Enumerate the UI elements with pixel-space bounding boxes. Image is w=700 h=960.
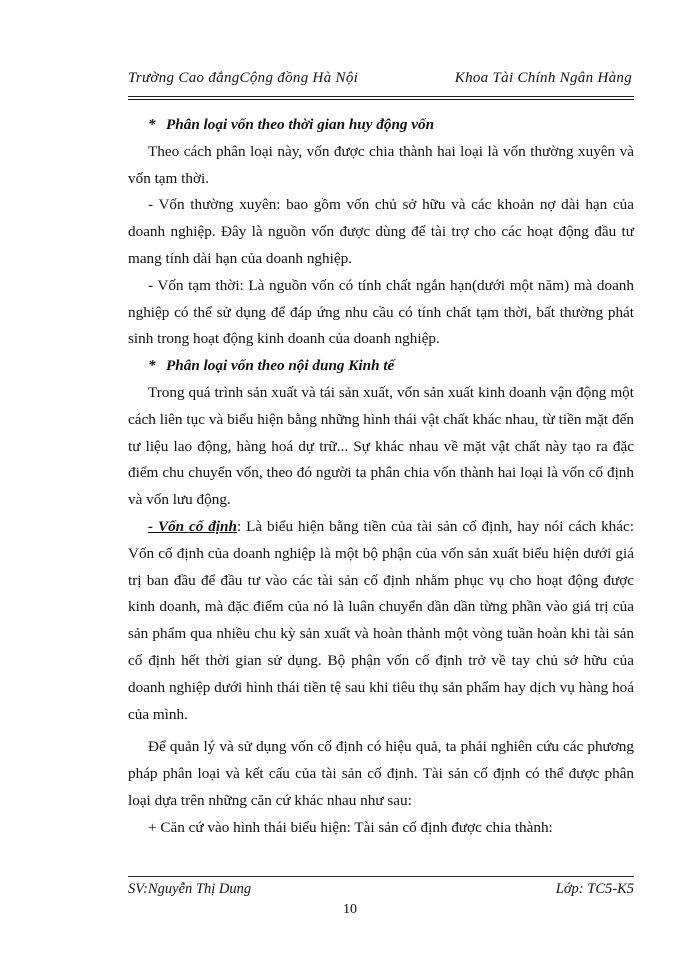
- page-number: 10: [343, 902, 357, 917]
- page-header: [128, 70, 632, 92]
- heading-text: Phân loại vốn theo nội dung Kinh tế: [166, 357, 395, 375]
- paragraph: - Vốn thường xuyên: bao gồm vốn chủ sở hữu và các khoản nợ dài hạn của doanh nghiệp. Đây là nguồn vốn được dùng để tài trợ cho các hoạt động đầu tư mang tính dài hạn của doanh nghiệp.: [128, 196, 634, 267]
- bullet-star: *: [148, 116, 156, 133]
- paragraph: Để quản lý và sử dụng vốn cố định có hiệu quả, ta phải nghiên cứu các phương pháp phân loại và kết cấu của tài sản cố định. Tài sản cố định có thể được phân loại dựa trên những căn cứ khác nhau như sau:: [128, 738, 634, 809]
- document-body: [128, 112, 634, 842]
- paragraph: [128, 514, 634, 728]
- heading-text: Phân loại vốn theo thời gian huy động vốn: [166, 116, 435, 133]
- footer-class: Lớp: TC5-K5: [555, 881, 634, 897]
- page-footer: [128, 881, 634, 901]
- paragraph: Theo cách phân loại này, vốn được chia thành hai loại là vốn thường xuyên và vốn tạm thời.: [128, 142, 634, 187]
- paragraph: Trong quá trình sản xuất và tái sản xuất, vốn sản xuất kinh doanh vận động một cách liên tục và biểu hiện bằng những hình thái vật chất khác nhau, từ tiền mặt đến tư liệu lao động, hàng hoá dự trữ... Sự khác nhau về mặt vật chất này tạo ra đặc điểm chu chuyển vốn, theo đó người ta phân chia vốn thành hai loại là vốn cố định và vốn lưu động.: [128, 383, 634, 509]
- term-fixed-capital: - Vốn cố định: [148, 517, 237, 535]
- paragraph-text: : Là biểu hiện bằng tiền của tài sản cố định, hay nói cách khác: Vốn cố định của doanh nghiệp là một bộ phận của vốn sản xuất biểu hiện dưới giá trị ban đầu để đầu tư vào các tài sản cố định nhằm phục vụ cho hoạt động được kinh doanh, mà đặc điểm của nó là luân chuyển dần dần từng phần vào giá trị của sản phẩm qua nhiều chu kỳ sản xuất và hoàn thành một vòng tuần hoàn khi tài sản cố định hết thời gian sử dụng. Bộ phận vốn cố định trở về tay chủ sở hữu của doanh nghiệp dưới hình thái tiền tệ sau khi tiêu thụ sản phẩm hay dịch vụ hàng hoá của mình.: [128, 517, 634, 723]
- footer-rule: [128, 876, 634, 877]
- paragraph: - Vốn tạm thời: Là nguồn vốn có tính chất ngắn hạn(dưới một năm) mà doanh nghiệp có thể sử dụng để đáp ứng nhu cầu có tính chất tạm thời, bất thường phát sinh trong hoạt động kinh doanh của doanh nghiệp.: [128, 276, 634, 348]
- section-heading-2: [148, 353, 634, 380]
- header-faculty: Khoa Tài Chính Ngân Hàng: [454, 70, 632, 86]
- paragraph: + Căn cứ vào hình thái biểu hiện: Tài sản cố định được chia thành:: [148, 818, 553, 836]
- bullet-star: *: [148, 357, 156, 375]
- header-school: Trường Cao đẳngCộng đồng Hà Nội: [128, 70, 359, 86]
- section-heading-1: [148, 112, 634, 139]
- footer-student: SV:Nguyễn Thị Dung: [128, 881, 252, 897]
- header-rule: [128, 96, 634, 100]
